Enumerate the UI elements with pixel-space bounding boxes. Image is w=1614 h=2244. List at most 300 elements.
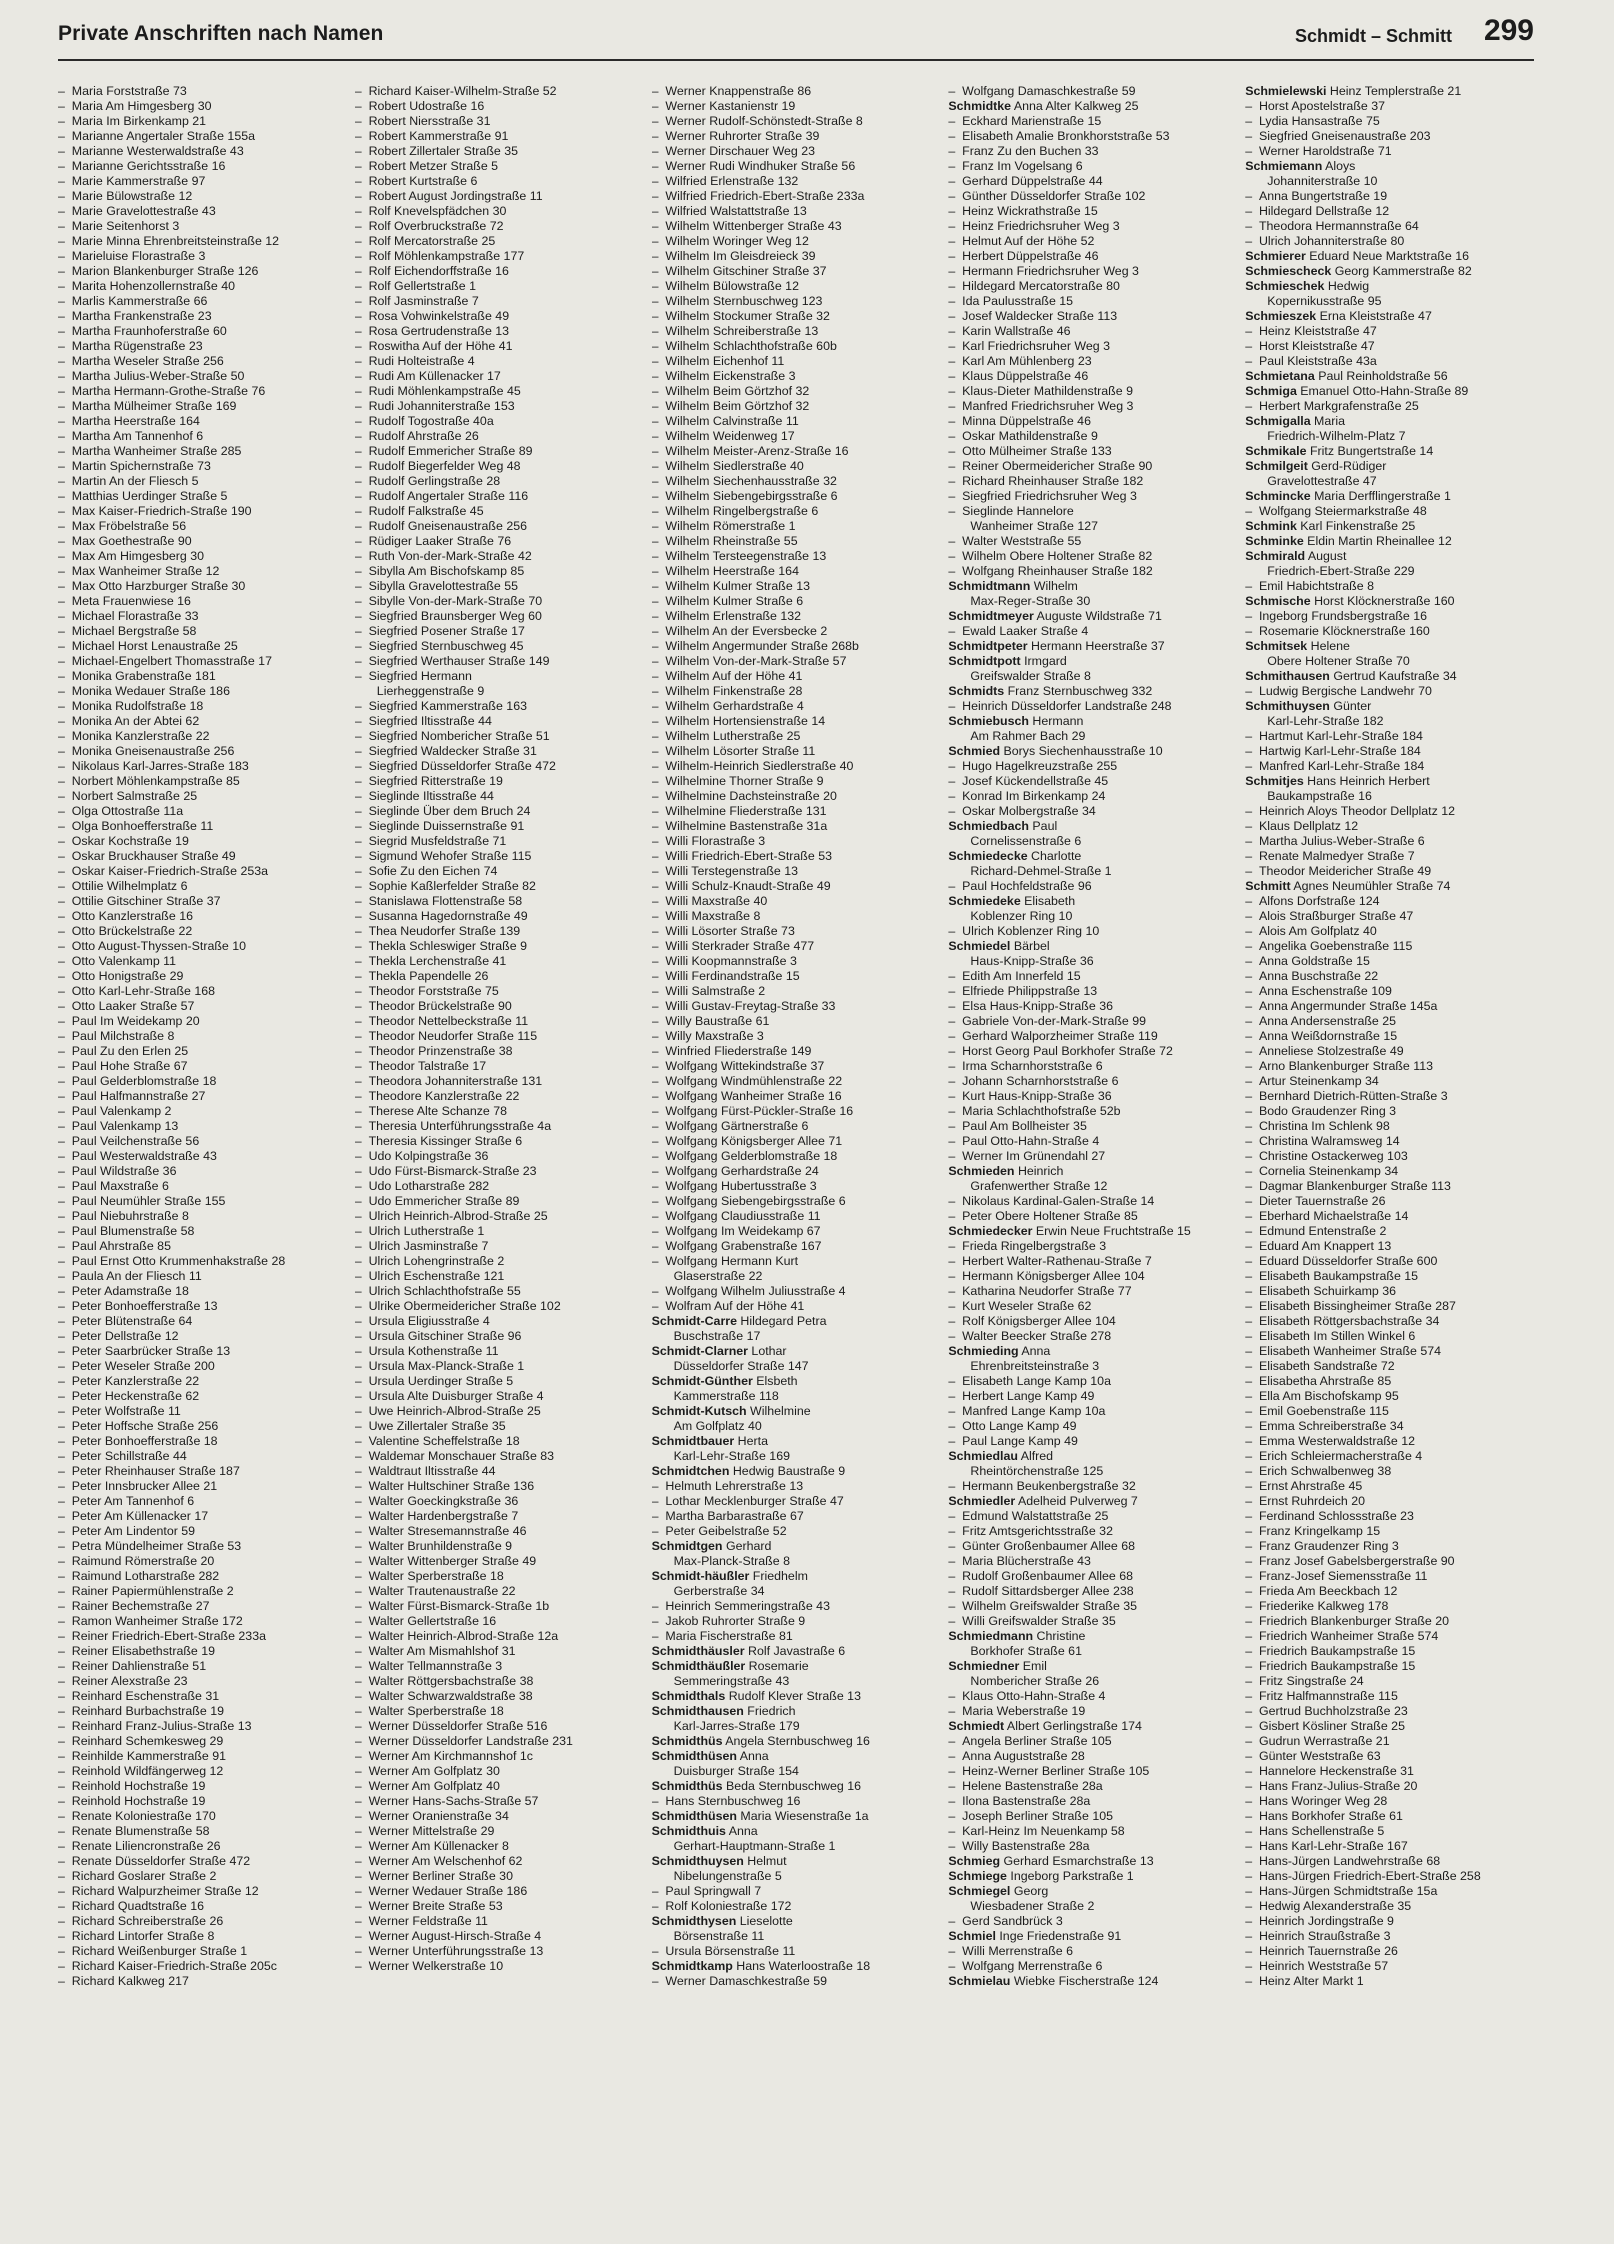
directory-entry (58, 1734, 355, 1749)
entry-text: Am Golfplatz 40 (673, 1419, 762, 1433)
entry-text: Marianne Angertaler Straße 155a (71, 129, 255, 143)
entry-text: Hermann Friedrichsruher Weg 3 (962, 264, 1139, 278)
directory-entry (948, 1809, 1245, 1824)
entry-text: Max Kaiser-Friedrich-Straße 190 (71, 504, 252, 518)
directory-entry (948, 339, 1245, 354)
directory-heading-entry (652, 1914, 949, 1929)
entry-text: Auguste Wildstraße 71 (1033, 609, 1162, 623)
surname-heading: Schmidthüs (651, 1734, 723, 1748)
directory-entry (355, 429, 652, 444)
entry-text: Eldin Martin Rheinallee 12 (1303, 534, 1452, 548)
entry-text: Gisbert Kösliner Straße 25 (1258, 1719, 1405, 1733)
entry-text: Elisabeth Wanheimer Straße 574 (1258, 1344, 1442, 1358)
entry-text: Elisabeth Lange Kamp 10a (962, 1374, 1111, 1388)
directory-entry (58, 669, 355, 684)
entry-text: Martha Barbarastraße 67 (665, 1509, 804, 1523)
entry-text: Alois Am Golfplatz 40 (1258, 924, 1377, 938)
entry-text: Wilhelm Auf der Höhe 41 (665, 669, 803, 683)
directory-entry (948, 1059, 1245, 1074)
entry-text: Otto Honigstraße 29 (71, 969, 184, 983)
entry-text: Rosemarie Klöcknerstraße 160 (1258, 624, 1430, 638)
directory-entry (1245, 1779, 1542, 1794)
entry-text: Elisabeth Bissingheimer Straße 287 (1258, 1299, 1456, 1313)
entry-text: Ursula Börsenstraße 11 (665, 1944, 796, 1958)
directory-entry (1245, 504, 1542, 519)
directory-entry (58, 579, 355, 594)
entry-text: Max Wanheimer Straße 12 (71, 564, 220, 578)
entry-text: Wolfram Auf der Höhe 41 (665, 1299, 805, 1313)
directory-entry (355, 399, 652, 414)
entry-text: Ewald Laaker Straße 4 (962, 624, 1089, 638)
entry-text: Wilfried Erlenstraße 132 (665, 174, 799, 188)
surname-heading: Schmiedeke (948, 894, 1021, 908)
directory-entry (355, 1869, 652, 1884)
directory-entry (355, 1554, 652, 1569)
entry-text: Rheintörchenstraße 125 (970, 1464, 1104, 1478)
entry-text: Hans Sternbuschweg 16 (665, 1794, 801, 1808)
directory-entry (58, 369, 355, 384)
directory-heading-entry (1245, 249, 1542, 264)
directory-entry (58, 924, 355, 939)
surname-heading: Schmidtke (948, 99, 1012, 113)
directory-entry (1245, 1959, 1542, 1974)
surname-heading: Schmidthäußler (651, 1659, 746, 1673)
directory-entry (355, 1809, 652, 1824)
entry-text: Martha Am Tannenhof 6 (71, 429, 204, 443)
entry-text: Wilhelm Obere Holtener Straße 82 (962, 549, 1153, 563)
surname-heading: Schmietana (1245, 369, 1315, 383)
directory-entry (948, 1524, 1245, 1539)
entry-text: Wilhelm Erlenstraße 132 (665, 609, 802, 623)
directory-entry (1245, 174, 1542, 189)
directory-entry (355, 1749, 652, 1764)
entry-text: Franz Sternbuschweg 332 (1004, 684, 1153, 698)
directory-entry (58, 1344, 355, 1359)
directory-entry (652, 879, 949, 894)
entry-text: Angela Berliner Straße 105 (962, 1734, 1112, 1748)
directory-entry (948, 1104, 1245, 1119)
directory-entry (58, 1599, 355, 1614)
directory-entry (58, 1014, 355, 1029)
directory-entry (652, 1494, 949, 1509)
entry-text: Wilhelm (1030, 579, 1078, 593)
directory-entry (948, 354, 1245, 369)
directory-entry (1245, 804, 1542, 819)
entry-text: Elfriede Philippstraße 13 (962, 984, 1098, 998)
entry-text: Walter Röttgersbachstraße 38 (368, 1674, 534, 1688)
directory-entry (948, 1539, 1245, 1554)
entry-text: Alois Straßburger Straße 47 (1258, 909, 1414, 923)
directory-heading-entry (1245, 594, 1542, 609)
entry-text: Richard Kaiser-Friedrich-Straße 205c (71, 1959, 277, 1973)
directory-entry (355, 1074, 652, 1089)
directory-entry (58, 219, 355, 234)
entry-text: Maria Forststraße 73 (71, 84, 187, 98)
directory-entry (1245, 1794, 1542, 1809)
directory-entry (652, 249, 949, 264)
directory-entry (1245, 609, 1542, 624)
directory-entry (355, 759, 652, 774)
surname-heading: Schmigalla (1245, 414, 1311, 428)
entry-text: Walter Fürst-Bismarck-Straße 1b (368, 1599, 550, 1613)
directory-entry (58, 744, 355, 759)
entry-text: Werner Ruhrorter Straße 39 (665, 129, 820, 143)
entry-text: Maria Fischerstraße 81 (665, 1629, 793, 1643)
surname-heading: Schmidtpeter (948, 639, 1028, 653)
directory-entry (355, 969, 652, 984)
entry-text: Herbert Markgrafenstraße 25 (1258, 399, 1419, 413)
entry-text: Reiner Obermeidericher Straße 90 (962, 459, 1153, 473)
entry-text: Marie Bülowstraße 12 (71, 189, 193, 203)
entry-text: Günter (1329, 699, 1372, 713)
entry-text: Christina Walramsweg 14 (1258, 1134, 1400, 1148)
entry-text: Martha Weseler Straße 256 (71, 354, 224, 368)
entry-text: Hugo Hagelkreuzstraße 255 (962, 759, 1118, 773)
entry-text: Paul Im Weidekamp 20 (71, 1014, 200, 1028)
entry-text: Otto Valenkamp 11 (71, 954, 177, 968)
directory-entry (948, 669, 1245, 684)
directory-entry (948, 1179, 1245, 1194)
entry-text: Anna (736, 1749, 769, 1763)
entry-text: Georg (1010, 1884, 1049, 1898)
directory-entry (948, 969, 1245, 984)
directory-entry (652, 624, 949, 639)
entry-text: Robert Udostraße 16 (368, 99, 485, 113)
entry-text: Peter Dellstraße 12 (71, 1329, 179, 1343)
surname-heading: Schmilgeit (1245, 459, 1308, 473)
entry-text: Ulrich Koblenzer Ring 10 (962, 924, 1100, 938)
entry-text: Werner Mittelstraße 29 (368, 1824, 495, 1838)
entry-text: Günter Weststraße 63 (1258, 1749, 1381, 1763)
directory-entry (355, 369, 652, 384)
entry-text: Sigmund Wehofer Straße 115 (368, 849, 532, 863)
directory-entry (355, 504, 652, 519)
entry-text: Theodor Nettelbeckstraße 11 (368, 1014, 529, 1028)
entry-text: Wolfgang Grabenstraße 167 (665, 1239, 822, 1253)
surname-heading: Schmidt-Kutsch (651, 1404, 747, 1418)
directory-entry (1245, 729, 1542, 744)
entry-text: Richard Rheinhauser Straße 182 (962, 474, 1144, 488)
entry-text: Peter Weseler Straße 200 (71, 1359, 215, 1373)
directory-entry (58, 1464, 355, 1479)
entry-text: Marianne Gerichtsstraße 16 (71, 159, 226, 173)
surname-heading: Schmidthuysen (651, 1854, 744, 1868)
entry-text: Walter Stresemannstraße 46 (368, 1524, 527, 1538)
directory-entry (58, 1164, 355, 1179)
entry-text: Heinz Friedrichsruher Weg 3 (962, 219, 1120, 233)
entry-text: Paul Ahrstraße 85 (71, 1239, 171, 1253)
directory-entry (58, 1224, 355, 1239)
directory-entry (1245, 969, 1542, 984)
directory-entry (355, 84, 652, 99)
directory-entry (1245, 1029, 1542, 1044)
directory-entry (948, 219, 1245, 234)
entry-text: Alfons Dorfstraße 124 (1258, 894, 1380, 908)
entry-text: Wilhelm An der Eversbecke 2 (665, 624, 828, 638)
entry-text: Ulrich Lohengrinstraße 2 (368, 1254, 505, 1268)
entry-text: Marianne Westerwaldstraße 43 (71, 144, 244, 158)
directory-entry (355, 1119, 652, 1134)
directory-entry (652, 1899, 949, 1914)
entry-text: Hans-Jürgen Friedrich-Ebert-Straße 258 (1258, 1869, 1481, 1883)
directory-entry (58, 1959, 355, 1974)
directory-entry (652, 1209, 949, 1224)
entry-text: Richard Quadtstraße 16 (71, 1899, 205, 1913)
entry-text: Reinhard Burbachstraße 19 (71, 1704, 224, 1718)
directory-entry (58, 804, 355, 819)
entry-text: Peter Bonhoefferstraße 18 (71, 1434, 218, 1448)
surname-heading: Schmiga (1245, 384, 1297, 398)
entry-text: Nikolaus Kardinal-Galen-Straße 14 (962, 1194, 1155, 1208)
entry-text: Ursula Gitschiner Straße 96 (368, 1329, 522, 1343)
entry-text: Hans Heinrich Herbert (1303, 774, 1430, 788)
entry-text: Walter Heinrich-Albrod-Straße 12a (368, 1629, 559, 1643)
entry-text: Christine Ostackerweg 103 (1258, 1149, 1408, 1163)
directory-entry (652, 189, 949, 204)
directory-entry (355, 1614, 652, 1629)
directory-entry (355, 1359, 652, 1374)
directory-entry (652, 834, 949, 849)
directory-entry (652, 1524, 949, 1539)
entry-text: Wilhelm Kulmer Straße 6 (665, 594, 804, 608)
entry-text: Martha Heerstraße 164 (71, 414, 200, 428)
entry-text: Anna Angermunder Straße 145a (1258, 999, 1438, 1013)
entry-text: Paul Westerwaldstraße 43 (71, 1149, 217, 1163)
entry-text: Theresia Unterführungsstraße 4a (368, 1119, 552, 1133)
entry-text: Theodor Prinzenstraße 38 (368, 1044, 513, 1058)
directory-entry (58, 1389, 355, 1404)
directory-heading-entry (948, 1449, 1245, 1464)
entry-text: Gudrun Werrastraße 21 (1258, 1734, 1390, 1748)
entry-text: Monika Gneisenaustraße 256 (71, 744, 235, 758)
directory-entry (1245, 984, 1542, 999)
entry-text: Helene (1307, 639, 1350, 653)
directory-entry (58, 609, 355, 624)
directory-entry (58, 1089, 355, 1104)
directory-entry (652, 414, 949, 429)
entry-text: Wilhelm Angermunder Straße 268b (665, 639, 859, 653)
directory-entry (948, 984, 1245, 999)
surname-heading: Schmidthuis (651, 1824, 726, 1838)
directory-heading-entry (948, 609, 1245, 624)
directory-heading-entry (1245, 84, 1542, 99)
entry-text: Wilhelm Weidenweg 17 (665, 429, 795, 443)
directory-entry (58, 849, 355, 864)
entry-text: Werner Feldstraße 11 (368, 1914, 488, 1928)
directory-entry (1245, 1359, 1542, 1374)
entry-text: Gerhard (722, 1539, 772, 1553)
directory-entry (58, 174, 355, 189)
entry-text: Rudolf Gneisenaustraße 256 (368, 519, 528, 533)
directory-entry (652, 1419, 949, 1434)
directory-entry (948, 504, 1245, 519)
entry-text: Wilhelm Sternbuschweg 123 (665, 294, 823, 308)
directory-entry (58, 1659, 355, 1674)
entry-text: Anna Andersenstraße 25 (1258, 1014, 1397, 1028)
directory-entry (355, 1839, 652, 1854)
directory-entry (58, 489, 355, 504)
directory-entry (652, 1884, 949, 1899)
entry-text: Eduard Am Knappert 13 (1258, 1239, 1392, 1253)
entry-text: Martha Frankenstraße 23 (71, 309, 212, 323)
surname-heading: Schmidthüs (651, 1779, 723, 1793)
entry-text: Siegfried Hermann (368, 669, 472, 683)
directory-entry (355, 384, 652, 399)
directory-entry (652, 984, 949, 999)
entry-text: Ursula Max-Planck-Straße 1 (368, 1359, 525, 1373)
directory-entry (948, 174, 1245, 189)
directory-entry (58, 1509, 355, 1524)
directory-entry (652, 894, 949, 909)
entry-text: Marie Seitenhorst 3 (71, 219, 180, 233)
directory-entry (1245, 1269, 1542, 1284)
entry-text: Reinhard Franz-Julius-Straße 13 (71, 1719, 252, 1733)
directory-heading-entry (652, 1434, 949, 1449)
entry-text: Eberhard Michaelstraße 14 (1258, 1209, 1409, 1223)
directory-entry (355, 1224, 652, 1239)
surname-heading: Schmiemann (1245, 159, 1323, 173)
directory-entry (355, 1644, 652, 1659)
entry-text: Peter Bonhoefferstraße 13 (71, 1299, 218, 1313)
entry-text: Sieglinde Iltisstraße 44 (368, 789, 494, 803)
directory-entry (652, 489, 949, 504)
directory-entry (355, 1389, 652, 1404)
directory-entry (355, 1404, 652, 1419)
surname-heading: Schmieszek (1245, 309, 1317, 323)
entry-text: Herbert Düppelstraße 46 (962, 249, 1099, 263)
entry-text: Stanislawa Flottenstraße 58 (368, 894, 523, 908)
directory-heading-entry (652, 1704, 949, 1719)
entry-text: Ottilie Gitschiner Straße 37 (71, 894, 221, 908)
directory-entry (58, 774, 355, 789)
entry-text: Rüdiger Laaker Straße 76 (368, 534, 512, 548)
directory-entry (58, 534, 355, 549)
entry-text: Willy Baustraße 61 (665, 1014, 770, 1028)
entry-text: Rosemarie (745, 1659, 809, 1673)
entry-text: Werner Breite Straße 53 (368, 1899, 503, 1913)
directory-entry (58, 309, 355, 324)
directory-entry (1245, 1434, 1542, 1449)
surname-heading: Schmitjes (1245, 774, 1304, 788)
entry-text: Hans Waterloostraße 18 (732, 1959, 871, 1973)
entry-text: Ulrich Lutherstraße 1 (368, 1224, 485, 1238)
directory-entry (652, 1449, 949, 1464)
directory-entry (1245, 1449, 1542, 1464)
entry-text: Ursula Eligiusstraße 4 (368, 1314, 490, 1328)
entry-text: Renate Malmedyer Straße 7 (1258, 849, 1415, 863)
directory-entry (1245, 1614, 1542, 1629)
entry-text: Wilhelm Gerhardstraße 4 (665, 699, 804, 713)
entry-text: Angela Sternbuschweg 16 (722, 1734, 870, 1748)
entry-text: Elisabeth Amalie Bronkhorststraße 53 (962, 129, 1170, 143)
entry-text: Wolfgang Merrenstraße 6 (962, 1959, 1103, 1973)
entry-text: Franz Im Vogelsang 6 (962, 159, 1083, 173)
entry-text: Heinz Templerstraße 21 (1326, 84, 1462, 98)
entry-text: Richard-Dehmel-Straße 1 (970, 864, 1112, 878)
directory-entry (1245, 234, 1542, 249)
surname-heading: Schmitsek (1245, 639, 1308, 653)
directory-entry (652, 909, 949, 924)
directory-entry (58, 1554, 355, 1569)
entry-text: Elisabetha Ahrstraße 85 (1258, 1374, 1392, 1388)
entry-text: Cornelia Steinenkamp 34 (1258, 1164, 1399, 1178)
entry-text: Siegfried Nombericher Straße 51 (368, 729, 550, 743)
entry-text: Elisabeth Im Stillen Winkel 6 (1258, 1329, 1416, 1343)
directory-entry (1245, 294, 1542, 309)
directory-entry (58, 1899, 355, 1914)
entry-text: Wolfgang Wittekindstraße 37 (665, 1059, 825, 1073)
directory-entry (1245, 1014, 1542, 1029)
entry-text: Wilhelm Meister-Arenz-Straße 16 (665, 444, 849, 458)
directory-entry (1245, 1824, 1542, 1839)
directory-entry (1245, 1089, 1542, 1104)
directory-heading-entry (1245, 369, 1542, 384)
entry-text: Horst Georg Paul Borkhofer Straße 72 (962, 1044, 1173, 1058)
entry-text: Sieglinde Duissernstraße 91 (368, 819, 525, 833)
entry-text: Peter Blütenstraße 64 (71, 1314, 193, 1328)
entry-text: Lydia Hansastraße 75 (1258, 114, 1380, 128)
directory-entry (355, 204, 652, 219)
entry-text: Werner Düsseldorfer Straße 516 (368, 1719, 548, 1733)
directory-entry (1245, 819, 1542, 834)
entry-text: Alfred (1017, 1449, 1054, 1463)
entry-text: Willi Salmstraße 2 (665, 984, 766, 998)
directory-entry (1245, 1854, 1542, 1869)
entry-text: Sofie Zu den Eichen 74 (368, 864, 498, 878)
entry-text: Martha Wanheimer Straße 285 (71, 444, 242, 458)
directory-entry (652, 324, 949, 339)
entry-text: Wilhelm Im Gleisdreieck 39 (665, 249, 816, 263)
entry-text: Valentine Scheffelstraße 18 (368, 1434, 520, 1448)
entry-text: Karl-Heinz Im Neuenkamp 58 (962, 1824, 1125, 1838)
entry-text: Wilhelm Rheinstraße 55 (665, 534, 798, 548)
directory-entry (1245, 1749, 1542, 1764)
directory-entry (652, 1254, 949, 1269)
entry-text: August (1305, 549, 1347, 563)
entry-text: Duisburger Straße 154 (673, 1764, 799, 1778)
entry-text: Werner Im Grünendahl 27 (962, 1149, 1106, 1163)
directory-heading-entry (948, 639, 1245, 654)
directory-entry (58, 354, 355, 369)
entry-text: Renate Düsseldorfer Straße 472 (71, 1854, 251, 1868)
entry-text: Anna Buschstraße 22 (1258, 969, 1379, 983)
entry-text: Heinrich Jordingstraße 9 (1258, 1914, 1394, 1928)
directory-entry (652, 99, 949, 114)
directory-entry (355, 1599, 652, 1614)
directory-entry (355, 1044, 652, 1059)
entry-text: Udo Lotharstraße 282 (368, 1179, 490, 1193)
entry-text: Walter Sperberstraße 18 (368, 1704, 504, 1718)
directory-entry (652, 1059, 949, 1074)
entry-text: Oskar Kochstraße 19 (71, 834, 189, 848)
entry-text: Willi Greifswalder Straße 35 (962, 1614, 1116, 1628)
entry-text: Düsseldorfer Straße 147 (673, 1359, 809, 1373)
directory-entry (355, 609, 652, 624)
directory-entry (1245, 1734, 1542, 1749)
directory-entry (58, 1974, 355, 1989)
directory-entry (58, 864, 355, 879)
entry-text: Christina Im Schlenk 98 (1258, 1119, 1390, 1133)
entry-text: Willi Sterkrader Straße 477 (665, 939, 815, 953)
entry-text: Hermann Beukenbergstraße 32 (962, 1479, 1136, 1493)
directory-entry (1245, 429, 1542, 444)
entry-text: Wilfried Friedrich-Ebert-Straße 233a (665, 189, 865, 203)
directory-entry (652, 1509, 949, 1524)
entry-text: Paul Neumühler Straße 155 (71, 1194, 226, 1208)
directory-entry (355, 1524, 652, 1539)
entry-text: Irmgard (1020, 654, 1067, 668)
directory-entry (58, 1884, 355, 1899)
